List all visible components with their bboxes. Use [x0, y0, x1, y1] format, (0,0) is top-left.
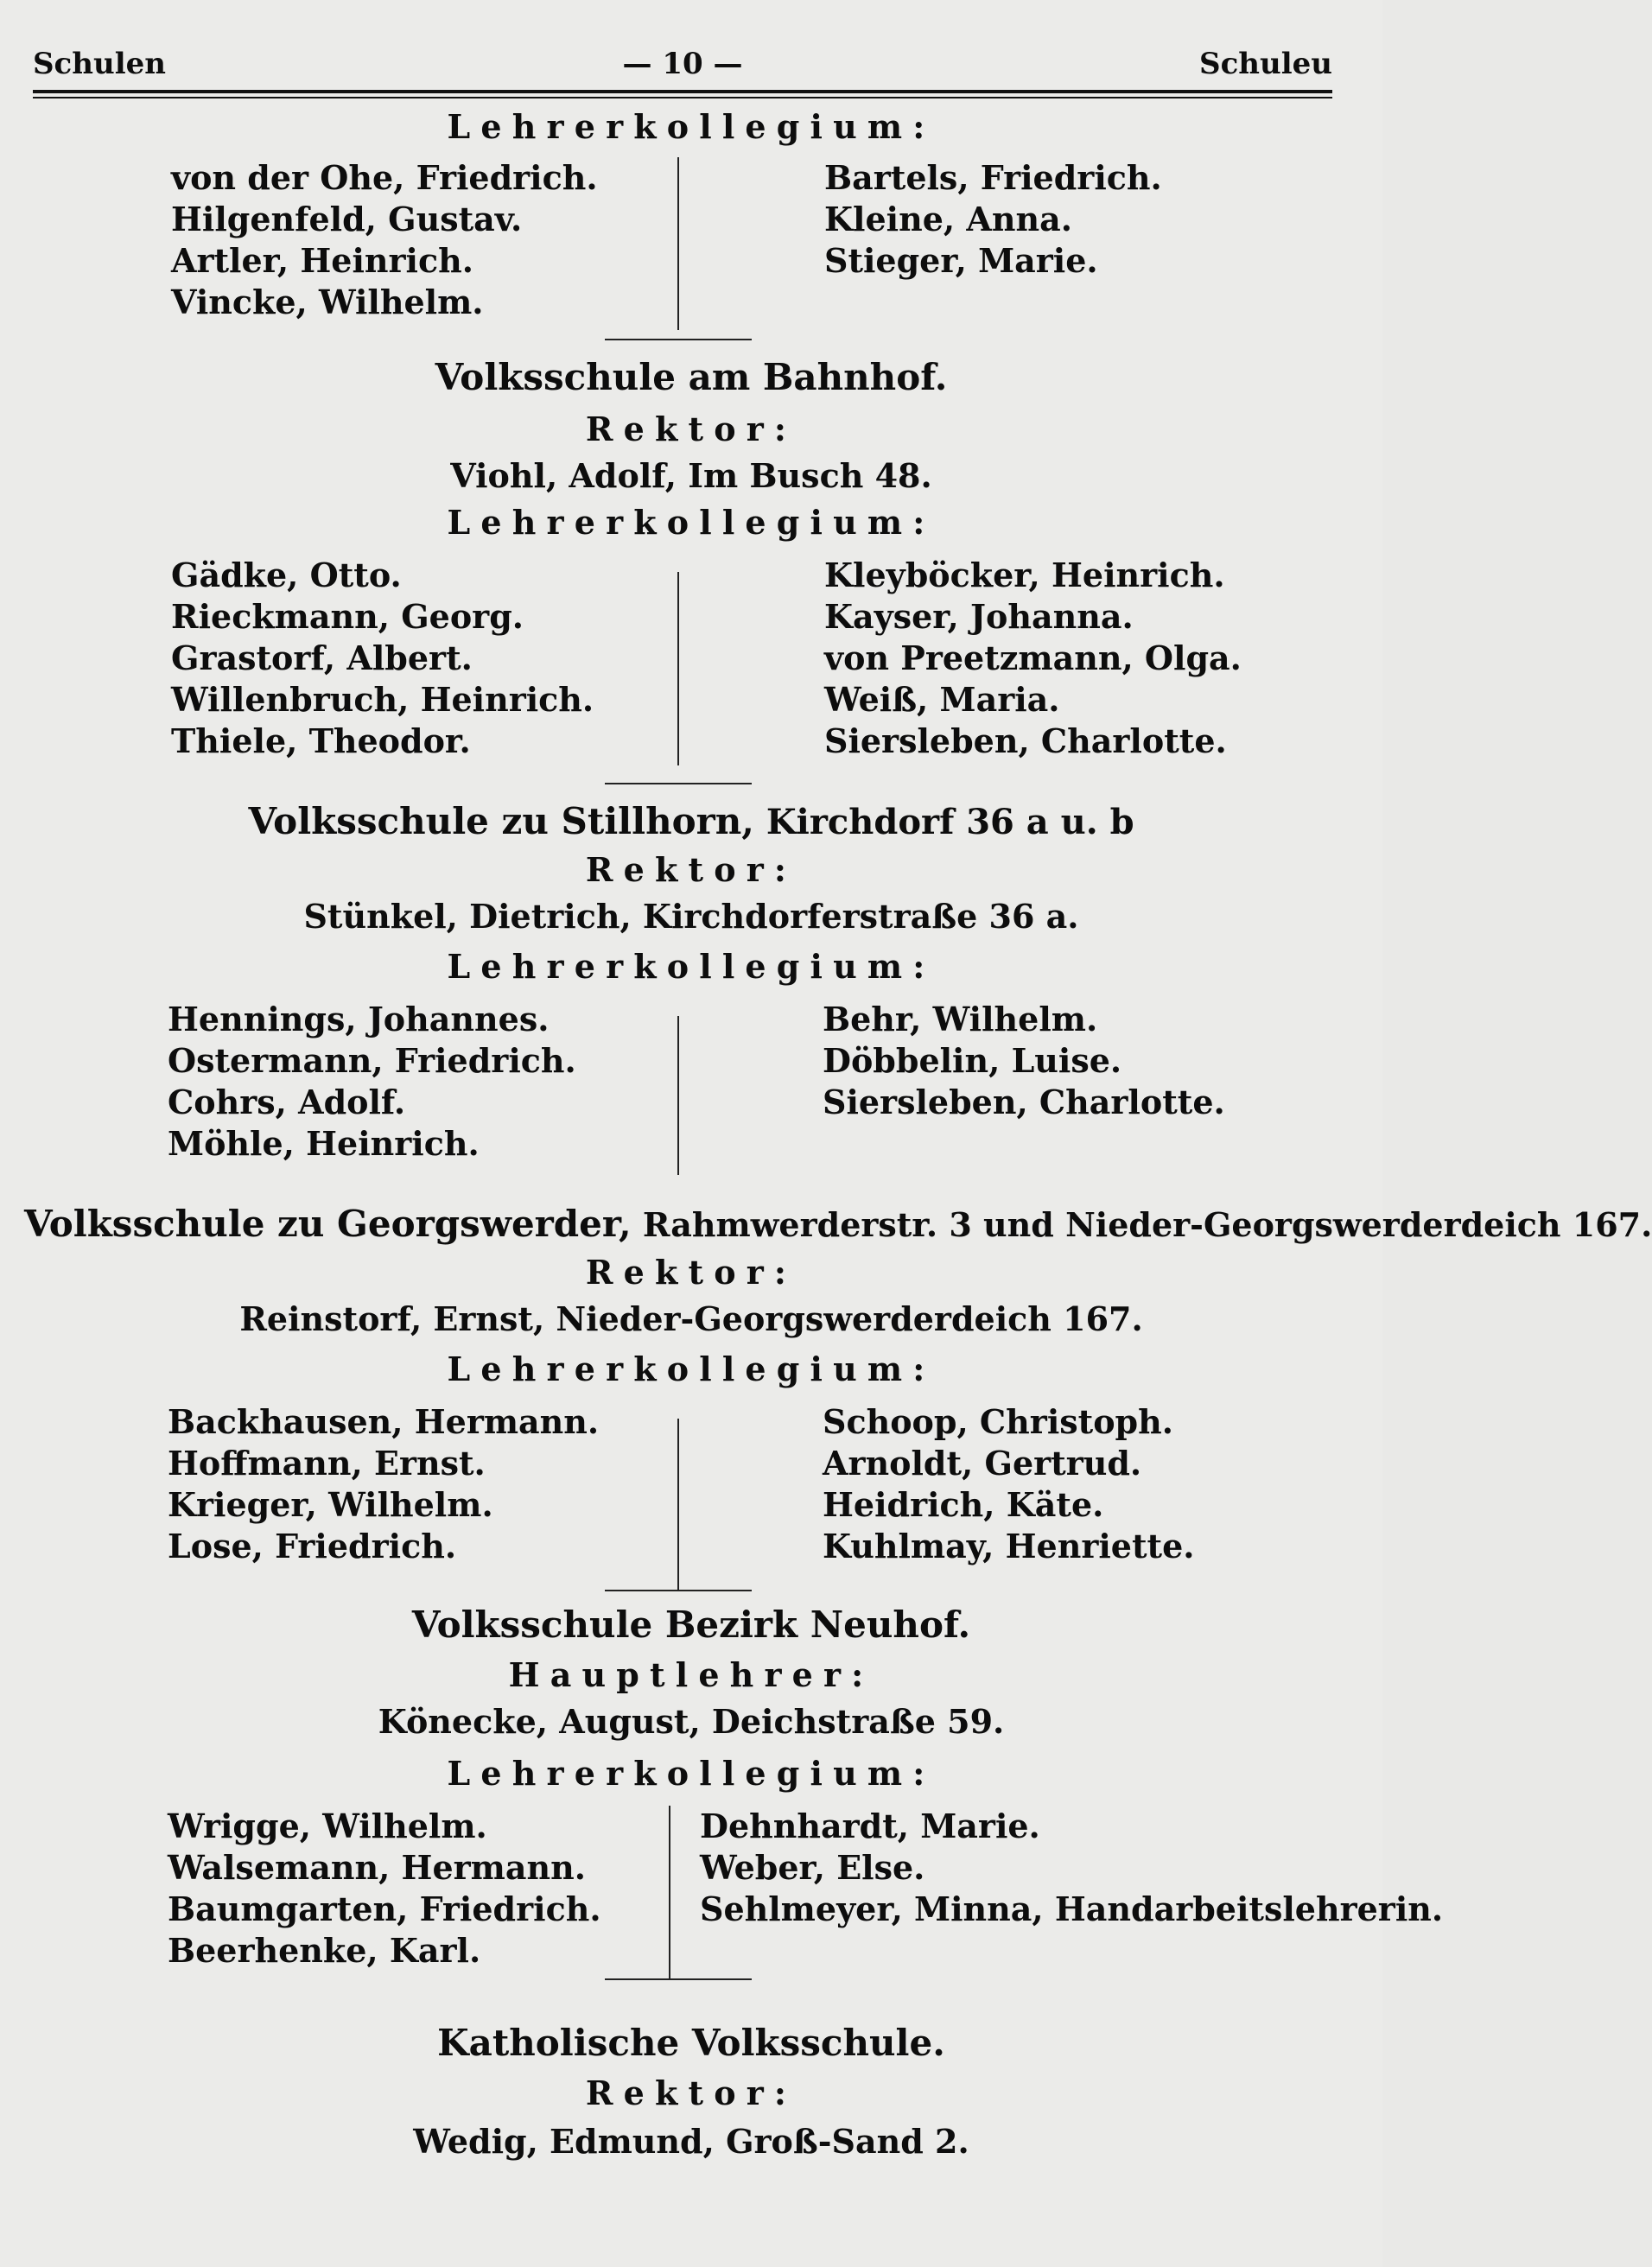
header-rule-thin: [33, 97, 1332, 98]
section-title: Katholische Volksschule.: [437, 2022, 945, 2064]
section-title-line: [24, 1203, 1652, 1245]
teacher-name: Arnoldt, Gertrud.: [823, 1444, 1142, 1483]
section-address: Rahmwerderstr. 3 und Nieder-Georgswerderdeich 167.: [642, 1205, 1652, 1244]
teacher-name: Kuhlmay, Henriette.: [823, 1527, 1195, 1565]
header-right: Schuleu: [1199, 47, 1332, 81]
teacher-name: Weber, Else.: [700, 1848, 925, 1887]
teacher-name: Kleyböcker, Heinrich.: [824, 556, 1225, 594]
teacher-name: Krieger, Wilhelm.: [168, 1485, 493, 1524]
right-column: [823, 999, 1225, 1123]
teacher-name: Kayser, Johanna.: [824, 597, 1134, 636]
page-header: [33, 47, 1332, 81]
section-address: Kirchdorf 36 a u. b: [766, 802, 1134, 842]
right-column: [823, 1401, 1194, 1567]
left-column: [168, 1401, 599, 1567]
teacher-name: Döbbelin, Luise.: [823, 1041, 1122, 1080]
page-number: — 10 —: [622, 47, 743, 81]
teacher-name: Walsemann, Hermann.: [168, 1848, 586, 1887]
kollegium-heading: Lehrerkollegium:: [447, 107, 936, 146]
teacher-name: Rieckmann, Georg.: [171, 597, 524, 636]
hauptlehrer-heading: Hauptlehrer:: [508, 1655, 874, 1694]
header-left: Schulen: [33, 47, 166, 81]
section-title-line: [0, 800, 1382, 842]
teacher-name: Weiß, Maria.: [824, 680, 1060, 719]
teacher-name: Cohrs, Adolf.: [168, 1083, 406, 1121]
teacher-name: Vincke, Wilhelm.: [171, 283, 484, 321]
rektor-heading: Rektor:: [585, 410, 797, 448]
teacher-name: Beerhenke, Karl.: [168, 1931, 481, 1970]
column-divider: [677, 1419, 679, 1591]
teacher-name: Heidrich, Käte.: [823, 1485, 1104, 1524]
left-column: [168, 999, 576, 1165]
teacher-name: Artler, Heinrich.: [171, 241, 473, 280]
teacher-name: Baumgarten, Friedrich.: [168, 1889, 601, 1928]
hauptlehrer-name: Könecke, August, Deichstraße 59.: [378, 1702, 1005, 1741]
teacher-name: Stieger, Marie.: [824, 241, 1098, 280]
right-column: [824, 555, 1242, 762]
left-column: [168, 1806, 601, 1972]
column-divider: [677, 1016, 679, 1175]
left-column: [171, 555, 594, 762]
teacher-name: Bartels, Friedrich.: [824, 158, 1162, 197]
section-rule: [605, 783, 752, 784]
teacher-name: Behr, Wilhelm.: [823, 1000, 1098, 1038]
rektor-heading: Rektor:: [585, 850, 797, 889]
rektor-heading: Rektor:: [585, 2073, 797, 2112]
rektor-heading: Rektor:: [585, 1253, 797, 1292]
teacher-name: Möhle, Heinrich.: [168, 1124, 480, 1163]
teacher-name: Siersleben, Charlotte.: [824, 721, 1227, 760]
kollegium-heading: Lehrerkollegium:: [447, 503, 936, 542]
teacher-name: Backhausen, Hermann.: [168, 1402, 600, 1441]
section-rule: [605, 1978, 752, 1980]
section-rule: [605, 339, 752, 340]
section-title: Volksschule Bezirk Neuhof.: [411, 1603, 971, 1646]
column-divider: [677, 157, 679, 330]
section-title: Volksschule am Bahnhof.: [435, 356, 948, 398]
teacher-name: Sehlmeyer, Minna, Handarbeitslehrerin.: [700, 1889, 1444, 1928]
right-column: [824, 157, 1162, 282]
teacher-name: Hoffmann, Ernst.: [168, 1444, 486, 1483]
teacher-name: Thiele, Theodor.: [171, 721, 471, 760]
kollegium-heading: Lehrerkollegium:: [447, 947, 936, 986]
rektor-name: Stünkel, Dietrich, Kirchdorferstraße 36 a.: [303, 897, 1079, 936]
right-column: [700, 1806, 1443, 1930]
section-title: Volksschule zu Georgswerder,: [24, 1203, 632, 1245]
teacher-name: Willenbruch, Heinrich.: [171, 680, 594, 719]
teacher-name: Dehnhardt, Marie.: [700, 1807, 1040, 1845]
teacher-name: Hilgenfeld, Gustav.: [171, 200, 523, 238]
teacher-name: Gädke, Otto.: [171, 556, 402, 594]
teacher-name: Kleine, Anna.: [824, 200, 1072, 238]
teacher-name: Schoop, Christoph.: [823, 1402, 1173, 1441]
column-divider: [677, 572, 679, 765]
kollegium-heading: Lehrerkollegium:: [447, 1349, 936, 1388]
teacher-name: Ostermann, Friedrich.: [168, 1041, 576, 1080]
header-rule: [33, 90, 1332, 93]
rektor-name: Viohl, Adolf, Im Busch 48.: [450, 456, 932, 495]
rektor-name: Wedig, Edmund, Groß-Sand 2.: [413, 2122, 969, 2161]
kollegium-heading: Lehrerkollegium:: [447, 1754, 936, 1793]
teacher-name: Lose, Friedrich.: [168, 1527, 457, 1565]
column-divider: [669, 1806, 670, 1978]
rektor-name: Reinstorf, Ernst, Nieder-Georgswerderdeich 167.: [239, 1299, 1143, 1338]
teacher-name: Siersleben, Charlotte.: [823, 1083, 1225, 1121]
section-rule: [605, 1590, 752, 1591]
teacher-name: Grastorf, Albert.: [171, 638, 473, 677]
teacher-name: Hennings, Johannes.: [168, 1000, 550, 1038]
teacher-name: Wrigge, Wilhelm.: [168, 1807, 487, 1845]
section-title: Volksschule zu Stillhorn,: [248, 800, 754, 842]
teacher-name: von Preetzmann, Olga.: [824, 638, 1242, 677]
teacher-name: von der Ohe, Friedrich.: [171, 158, 598, 197]
left-column: [171, 157, 598, 323]
